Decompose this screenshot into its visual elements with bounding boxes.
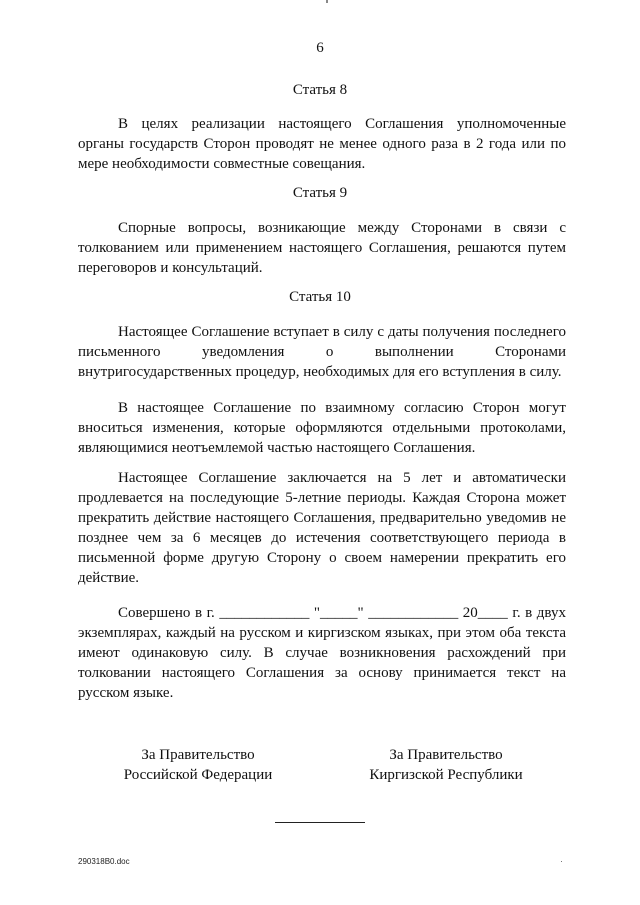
- signature-kyrgyzstan-line1: За Правительство: [389, 747, 503, 763]
- article-9-heading: Статья 9: [292, 185, 348, 201]
- article-10-paragraph-3: Настоящее Соглашение заключается на 5 лет и автоматически продлевается на последующие 5-летние периоды. Каждая Сторона может прекратить действие настоящего Соглашения, предварительно уведомив не позднее чем за 6 месяцев до истечения соответствующего периода в письменной форме другую Сторону о своем намерении прекратить его действие.: [78, 470, 566, 586]
- article-10-paragraph-2: В настоящее Соглашение по взаимному согласию Сторон могут вноситься изменения, которые оформляются отдельными протоколами, являющимися неотъемлемой частью настоящего Соглашения.: [78, 400, 566, 456]
- footer-mark: [561, 861, 562, 862]
- signature-russia: [88, 745, 308, 785]
- end-rule: [275, 822, 365, 823]
- signature-russia-line2: Российской Федерации: [123, 767, 273, 783]
- closing-paragraph: Совершено в г. ____________ "_____" ____________ 20____ г. в двух экземплярах, каждый на русском и киргизском языках, при этом оба текста имеют одинаковую силу. В случае возникновения расхождений при толковании настоящего Соглашения за основу принимается текст на русском языке.: [78, 605, 566, 701]
- article-8-heading: Статья 8: [292, 82, 348, 98]
- article-9-paragraph: Спорные вопросы, возникающие между Сторонами в связи с толкованием или применением настоящего Соглашения, решаются путем переговоров и консультаций.: [78, 220, 566, 276]
- article-10-paragraph-1: Настоящее Соглашение вступает в силу с даты получения последнего письменного уведомления о выполнении Сторонами внутригосударственных процедур, необходимых для его вступления в силу.: [78, 324, 566, 380]
- signature-kyrgyzstan: [336, 745, 556, 785]
- article-10-heading: Статья 10: [289, 289, 351, 305]
- top-mark: [326, 0, 328, 3]
- signature-russia-line1: За Правительство: [141, 747, 255, 763]
- footer-filename: 290318B0.doc: [78, 857, 130, 866]
- signature-kyrgyzstan-line2: Киргизской Республики: [369, 767, 523, 783]
- page-number: 6: [316, 40, 324, 56]
- article-8-paragraph: В целях реализации настоящего Соглашения уполномоченные органы государств Сторон проводят не менее одного раза в 2 года или по мере необходимости совместные совещания.: [78, 116, 566, 172]
